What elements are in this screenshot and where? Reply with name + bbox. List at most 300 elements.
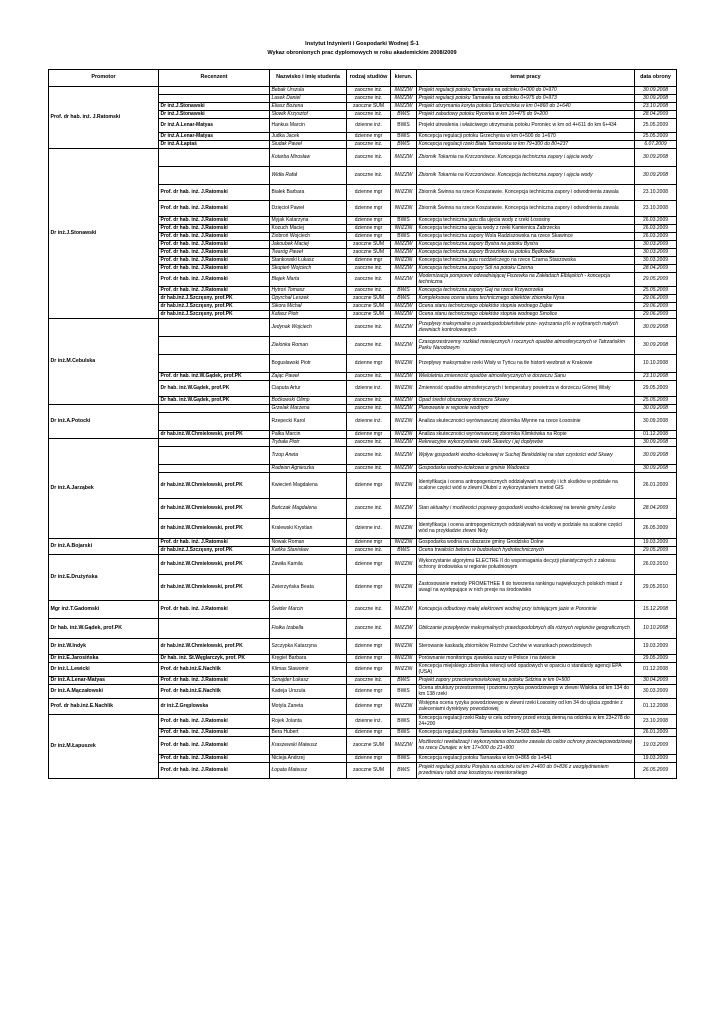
student-cell: Boćkowski Olimp [270, 397, 347, 405]
topic-cell: Ocena struktury przestrzennej i poziomu ryzyka powodziowego w zlewni Wisłoka od km 134 do km 138 rzeki [417, 685, 635, 699]
defense-date-cell: 15.12.2008 [635, 601, 677, 619]
field-cell: IWiZZW [391, 167, 417, 185]
table-row [49, 539, 677, 547]
promotor-cell: Dr inż.M.Cebulska [49, 319, 159, 405]
study-type-cell: dzienne mgr [347, 685, 391, 699]
reviewer-cell [159, 465, 270, 473]
study-type-cell: zaoczne inż. [347, 167, 391, 185]
field-cell: IWiZZW [391, 257, 417, 265]
defense-date-cell: 19.03.2009 [635, 755, 677, 763]
reviewer-cell: Prof. dr hab. inż. J.Ratomski [159, 729, 270, 737]
defense-date-cell: 23.10.2008 [635, 373, 677, 381]
table-row [49, 601, 677, 619]
reviewer-cell [159, 413, 270, 431]
defense-date-cell: 30.09.2008 [635, 95, 677, 103]
student-cell: Szczypka Katarzyna [270, 639, 347, 655]
study-type-cell: zaoczne inż. [347, 87, 391, 95]
topic-cell: Zbiornik Świnna na rzece Koszarawie. Koncepcja techniczna zapory i odwodnienia zawala [417, 201, 635, 217]
field-cell: BWiS [391, 677, 417, 685]
field-cell: IWiZZW [391, 555, 417, 575]
topic-cell: Gospodarka wodno-ściekowa w gminie Wadowice [417, 465, 635, 473]
reviewer-cell: Prof. dr hab. inż. J.Ratomski [159, 601, 270, 619]
defense-date-cell: 29.06.2009 [635, 295, 677, 303]
defense-date-cell: 30.09.2008 [635, 149, 677, 167]
study-type-cell: dzienne mgr [347, 699, 391, 715]
topic-cell: Planowanie w regionie wodnym [417, 405, 635, 413]
defense-date-cell: 29.05.2009 [635, 547, 677, 555]
field-cell: IWiZZW [391, 303, 417, 311]
defense-date-cell: 30.03.2009 [635, 257, 677, 265]
defense-date-cell: 19.03.2009 [635, 737, 677, 755]
student-cell: Zając Paweł [270, 373, 347, 381]
topic-cell: Analiza skuteczności wyrównawczej zbiornika Młynne na rzece Łososinie [417, 413, 635, 431]
field-cell: BWiS [391, 287, 417, 295]
table-row [49, 685, 677, 699]
study-type-cell: zaoczne SUM [347, 763, 391, 779]
defense-date-cell: 10.10.2008 [635, 619, 677, 639]
defense-date-cell: 25.05.2009 [635, 119, 677, 133]
field-cell: IWiZZW [391, 103, 417, 111]
study-type-cell: zaoczne inż. [347, 265, 391, 273]
field-cell: IWiZZW [391, 265, 417, 273]
header-recenzent: Recenzent [159, 70, 270, 87]
defense-date-cell: 26.05.2009 [635, 763, 677, 779]
study-type-cell: zaoczne inż. [347, 95, 391, 103]
table-header-row [49, 70, 677, 87]
study-type-cell: dzienne inż. [347, 413, 391, 431]
defense-date-cell: 23.10.2008 [635, 201, 677, 217]
reviewer-cell [159, 439, 270, 447]
header-rodzaj: rodzaj studiów [347, 70, 391, 87]
study-type-cell: zaoczne inż. [347, 273, 391, 287]
reviewer-cell: dr hab.inż.W.Chmielowski, prof.PK [159, 555, 270, 575]
study-type-cell: dzienne mgr [347, 355, 391, 373]
field-cell: IWiZZW [391, 225, 417, 233]
reviewer-cell: Dr inż.J.Stonawski [159, 103, 270, 111]
table-row [49, 655, 677, 663]
reviewer-cell: Prof. dr hab. inż. J.Ratomski [159, 201, 270, 217]
reviewer-cell: Prof. dr hab.inż.E.Nachlik [159, 685, 270, 699]
reviewer-cell: Dr inż.J.Stonawski [159, 111, 270, 119]
defense-date-cell: 23.10.2008 [635, 715, 677, 729]
study-type-cell: dzienne inż. [347, 519, 391, 539]
topic-cell: Koncepcja techniczna zapory Brzezinka na potoku Będkówka [417, 249, 635, 257]
reviewer-cell: Prof. dr hab. inż.W.Gądek, prof.PK [159, 373, 270, 381]
promotor-cell: Dr inż.E.Drużyńska [49, 555, 159, 601]
reviewer-cell [159, 319, 270, 337]
field-cell: IWiZZW [391, 575, 417, 601]
defense-date-cell: 29.05.2009 [635, 273, 677, 287]
study-type-cell: zaoczne inż. [347, 337, 391, 355]
field-cell: IWiZZW [391, 95, 417, 103]
reviewer-cell: Prof. dr hab. inż. J.Ratomski [159, 287, 270, 295]
promotor-cell: Dr inż.A.Jarząbek [49, 439, 159, 539]
student-cell: Kwiecień Magdalena [270, 473, 347, 499]
topic-cell: Projekt regulacji potoku Tarnawka na odcinku 0+975 do 0+973 [417, 95, 635, 103]
study-type-cell: zaoczne inż. [347, 619, 391, 639]
field-cell: IWiZZW [391, 699, 417, 715]
student-cell: Bogusławski Piotr [270, 355, 347, 373]
reviewer-cell: dr hab.inż.W.Chmielowski, prof.PK [159, 431, 270, 439]
defense-date-cell: 01.12.2008 [635, 663, 677, 677]
field-cell: BWiS [391, 233, 417, 241]
topic-cell: Przepływy maksymalne rzeki Wisły w Tyńcu na tle historii wezbrań w Krakowie [417, 355, 635, 373]
student-cell: Radwan Agnieszka [270, 465, 347, 473]
topic-cell: Sterowanie kaskadą zbiorników Rożnów Czchów w warunkach powodziowych [417, 639, 635, 655]
document-title: Instytut Inżynierii i Gospodarki Wodnej Ś-1 [305, 41, 419, 47]
reviewer-cell: Prof. dr hab. inż. J.Ratomski [159, 249, 270, 257]
defense-date-cell: 29.05.2009 [635, 655, 677, 663]
topic-cell: Ocena trwałości betonu w budowlach hydrotechnicznych [417, 547, 635, 555]
topic-cell: Koncepcja techniczna zapory Sól na potoku Czerna [417, 265, 635, 273]
topic-cell: Wykorzystanie algorytmu ELECTRE II do wspomagania decyzji planistycznych z zakresu ochrony środowiska w regionie południowym [417, 555, 635, 575]
reviewer-cell: Prof. dr hab. inż. J.Ratomski [159, 257, 270, 265]
promotor-cell: Dr inż.A.Mączałowski [49, 685, 159, 699]
student-cell: Ziobroń Wojciech [270, 233, 347, 241]
defense-date-cell: 28.04.2009 [635, 499, 677, 519]
reviewer-cell: dr inż.Z.Gręplowska [159, 699, 270, 715]
student-cell: Zwierzyńska Beata [270, 575, 347, 601]
reviewer-cell [159, 405, 270, 413]
reviewer-cell [159, 355, 270, 373]
student-cell: Bańczak Magdalena [270, 499, 347, 519]
student-cell: Pałka Marcin [270, 431, 347, 439]
reviewer-cell [159, 87, 270, 95]
defense-date-cell: 30.09.2008 [635, 465, 677, 473]
reviewer-cell: dr hab.inż.W.Chmielowski, prof.PK [159, 575, 270, 601]
study-type-cell: zaoczne inż. [347, 601, 391, 619]
promotor-cell: Prof. dr hab.inż.E.Nachlik [49, 699, 159, 715]
field-cell: BWiS [391, 295, 417, 303]
defense-date-cell: 28.04.2009 [635, 111, 677, 119]
topic-cell: Zbiornik Świnna na rzece Koszarawie. Koncepcja techniczna zapory i odwodnienia zawala [417, 185, 635, 201]
field-cell: BWiS [391, 217, 417, 225]
reviewer-cell [159, 95, 270, 103]
study-type-cell: zaoczne inż. [347, 319, 391, 337]
reviewer-cell [159, 167, 270, 185]
study-type-cell: zaoczne inż. [347, 439, 391, 447]
student-cell: Nowak Roman [270, 539, 347, 547]
topic-cell: Przepływy maksymalne o prawdopodobieństwie prze- wyższania p% w wybranych małych zlewniach kontrolowanych [417, 319, 635, 337]
study-type-cell: zaoczne inż. [347, 547, 391, 555]
promotor-cell: Dr inż.A.Bojarski [49, 539, 159, 555]
student-cell: Twaróg Paweł [270, 249, 347, 257]
study-type-cell: zaoczne SUM [347, 303, 391, 311]
topic-cell: Koncepcja regulacji rzeki Raby w celu ochrony przed erozją denną na odcinku w km 23+278 do 24+200 [417, 715, 635, 729]
document-subtitle: Wykaz obronionych prac dyplomowych w roku akademickim 2008/2009 [267, 50, 457, 56]
student-cell: Skupień Wojciech [270, 265, 347, 273]
study-type-cell: dzienne inż. [347, 715, 391, 729]
student-cell: Dzięcioł Paweł [270, 201, 347, 217]
table-row [49, 619, 677, 639]
table-row [49, 319, 677, 337]
defense-date-cell: 6.07.2009 [635, 141, 677, 149]
reviewer-cell: dr hab.inż.W.Chmielowski, prof.PK [159, 639, 270, 655]
topic-cell: Czasoprzestrzenny rozkład miesięcznych i rocznych opadów atmosferycznych w Tatrzańskim Parku Narodowym [417, 337, 635, 355]
study-type-cell: zaoczne SUM [347, 295, 391, 303]
reviewer-cell: Dr hab. inż. St.Węglarczyk, prof. PK [159, 655, 270, 663]
promotor-cell: Prof. dr hab. inż. J.Ratomski [49, 87, 159, 149]
reviewer-cell: Prof. dr hab. inż. J.Ratomski [159, 273, 270, 287]
reviewer-cell: dr hab.inż.J.Szczęsny, prof.PK [159, 295, 270, 303]
reviewer-cell: Dr inż.A.Lenar-Matyas [159, 133, 270, 141]
study-type-cell: dzienne mgr [347, 663, 391, 677]
study-type-cell: zaoczne SUM [347, 241, 391, 249]
field-cell: IWiZZW [391, 601, 417, 619]
defense-date-cell: 26.03.2009 [635, 217, 677, 225]
study-type-cell: dzienne mgr [347, 225, 391, 233]
field-cell: BWiS [391, 547, 417, 555]
student-cell: Fiołka Izabella [270, 619, 347, 639]
field-cell: BWiS [391, 715, 417, 729]
defense-date-cell: 28.04.2009 [635, 265, 677, 273]
student-cell: Siudak Paweł [270, 141, 347, 149]
reviewer-cell: dr hab.inż.J.Szczęsny, prof.PK [159, 311, 270, 319]
field-cell: IWiZZW [391, 473, 417, 499]
field-cell: IWiZZW [391, 87, 417, 95]
defense-date-cell: 30.09.2008 [635, 87, 677, 95]
field-cell: IWiZZW [391, 663, 417, 677]
promotor-cell: Dr inż.L.Lewicki [49, 663, 159, 677]
topic-cell: Projekt regulacji potoku Porębia na odcinku od km 2+400 do 0+836 z uwzględnieniem przedmiaru robót oraz kosztorysu inwestorskiego [417, 763, 635, 779]
table-row [49, 663, 677, 677]
study-type-cell: zaoczne SUM [347, 249, 391, 257]
study-type-cell: dzienne mgr [347, 133, 391, 141]
study-type-cell: dzienne mgr [347, 257, 391, 265]
defense-date-cell: 19.03.2009 [635, 639, 677, 655]
defense-date-cell: 01.12.2008 [635, 431, 677, 439]
field-cell: IWiZZW [391, 737, 417, 755]
reviewer-cell: Prof. dr hab. inż. J.Ratomski [159, 763, 270, 779]
promotor-cell: Dr inż.J.Stonawski [49, 149, 159, 319]
topic-cell: Koncepcja techniczna zapory Bystra na potoku Bystra [417, 241, 635, 249]
topic-cell: Projekt zapory przeciwrumowiskowej na potoku Sidzina w km 0+500 [417, 677, 635, 685]
student-cell: Opyrchał Leszek [270, 295, 347, 303]
reviewer-cell: Prof. dr hab. inż. J.Ratomski [159, 233, 270, 241]
reviewer-cell: Prof. dr hab. inż. J.Ratomski [159, 265, 270, 273]
header-kierunek: kierun. [391, 70, 417, 87]
field-cell: BWiS [391, 755, 417, 763]
reviewer-cell [159, 447, 270, 465]
student-cell: Zielonka Roman [270, 337, 347, 355]
study-type-cell: zaoczne inż. [347, 287, 391, 295]
student-cell: Hytroś Tomasz [270, 287, 347, 295]
student-cell: Rojek Jolanta [270, 715, 347, 729]
defense-date-cell: 25.05.2009 [635, 397, 677, 405]
table-body [49, 87, 677, 779]
defense-date-cell: 26.01.2009 [635, 473, 677, 499]
study-type-cell: zaoczne inż. [347, 465, 391, 473]
defense-date-cell: 30.03.2009 [635, 241, 677, 249]
defense-date-cell: 25.05.2009 [635, 133, 677, 141]
reviewer-cell: Dr hab. inż.W.Gądek, prof.PK [159, 397, 270, 405]
defense-date-cell: 26.01.2009 [635, 729, 677, 737]
reviewer-cell: Prof. dr hab. inż. J.Ratomski [159, 737, 270, 755]
study-type-cell: zaoczne inż. [347, 397, 391, 405]
reviewer-cell: dr hab.inż.J.Szczęsny, prof.PK [159, 303, 270, 311]
topic-cell: Obliczanie przepływów maksymalnych prawdopodobnych dla różnych regionów geograficznych [417, 619, 635, 639]
defense-date-cell: 19.03.2009 [635, 539, 677, 547]
table-row [49, 439, 677, 447]
student-cell: Kozuch Maciej [270, 225, 347, 233]
student-cell: Bera Hubert [270, 729, 347, 737]
table-row [49, 715, 677, 729]
study-type-cell: zaoczne SUM [347, 311, 391, 319]
topic-cell: Stan aktualny i możliwości poprawy gospodarki wodno-ściekowej na terenie gminy Lesko [417, 499, 635, 519]
topic-cell: Koncepcja regulacji potoku Tarnawka w km 0+865 do 1+541 [417, 755, 635, 763]
topic-cell: Modernizacja pompowni odwadniającej Fiszewka na Zakładach Elbląskich - koncepcja techniczna [417, 273, 635, 287]
study-type-cell: zaoczne SUM [347, 103, 391, 111]
study-type-cell: zaoczne inż. [347, 447, 391, 465]
field-cell: IWiZZW [391, 397, 417, 405]
reviewer-cell: Prof. dr hab. inż. J.Ratomski [159, 755, 270, 763]
field-cell: IWiZZW [391, 311, 417, 319]
study-type-cell: zaoczne inż. [347, 405, 391, 413]
study-type-cell: dzienne mgr [347, 539, 391, 547]
reviewer-cell: Prof. dr hab.inż.E.Nachlik [159, 663, 270, 677]
topic-cell: Koncepcja techniczna zapory Wola Radziszowska na rzece Skawince [417, 233, 635, 241]
topic-cell: Koncepcja techniczna zapory Gaj na rzece Krzyworzeka [417, 287, 635, 295]
header-data: data obrony [635, 70, 677, 87]
study-type-cell: dzienne inż. [347, 381, 391, 397]
reviewer-cell: Prof. dr hab. inż. J.Ratomski [159, 539, 270, 547]
study-type-cell: dzienne mgr [347, 233, 391, 241]
reviewer-cell: dr hab.inż.J.Szczęsny, prof.PK [159, 547, 270, 555]
table-row [49, 677, 677, 685]
reviewer-cell [159, 149, 270, 167]
field-cell: BWiS [391, 685, 417, 699]
study-type-cell: dzienne mgr [347, 639, 391, 655]
defense-date-cell: 30.03.2009 [635, 249, 677, 257]
defense-date-cell: 26.03.2009 [635, 225, 677, 233]
topic-cell: Zbiornik Tokarnia na Krzczonówce. Koncepcja techniczna zapory i ujęcia wody [417, 149, 635, 167]
field-cell: IWiZZW [391, 149, 417, 167]
defense-date-cell: 30.03.2009 [635, 685, 677, 699]
topic-cell: Opad średni obszarowy dorzecza Skawy [417, 397, 635, 405]
student-cell: Świder Marcin [270, 601, 347, 619]
topic-cell: Projekt zabudowy potoku Rycerka w km 10+475 do 9+200 [417, 111, 635, 119]
reviewer-cell: Dr inż.A.Lenar-Matyas [159, 119, 270, 133]
study-type-cell: dzienne mgr [347, 185, 391, 201]
defense-date-cell: 30.09.2008 [635, 337, 677, 355]
topic-cell: Projekt utrzymania koryta potoku Dziechcinka w km 0+860 do 1+640 [417, 103, 635, 111]
header-student: Nazwisko i imię studenta [270, 70, 347, 87]
field-cell: IWiZZW [391, 249, 417, 257]
topic-cell: Ocena stanu technicznego obiektów stopnia wodnego Smolice [417, 311, 635, 319]
reviewer-cell: dr hab.inż.W.Chmielowski, prof.PK [159, 519, 270, 539]
student-cell: Nicieja Andrzej [270, 755, 347, 763]
table-row [49, 639, 677, 655]
defense-date-cell: 29.05.2009 [635, 381, 677, 397]
topic-cell: Koncepcja techniczna jazu dla ujęcia wody z rzeki Łososiny [417, 217, 635, 225]
student-cell: Trybała Piotr [270, 439, 347, 447]
field-cell: IWiZZW [391, 355, 417, 373]
field-cell: IWiZZW [391, 619, 417, 639]
topic-cell: Wieloletnia zmienność opadów atmosferycznych w dorzeczu Sanu [417, 373, 635, 381]
study-type-cell: zaoczne inż. [347, 141, 391, 149]
topic-cell: Koncepcja regulacji rzeki Biała Tarnowska w km 79+300 do 80+237 [417, 141, 635, 149]
reviewer-cell [159, 337, 270, 355]
topic-cell: Gospodarka wodna na obszarze gminy Grodzisko Dolne [417, 539, 635, 547]
defense-date-cell: 30.09.2008 [635, 167, 677, 185]
student-cell: Grzelak Marzena [270, 405, 347, 413]
topic-cell: Koncepcja odbudowy małej elektrowni wodnej przy istniejącym jazie w Poroninie [417, 601, 635, 619]
student-cell: Widła Rafał [270, 167, 347, 185]
table-row [49, 699, 677, 715]
student-cell: Sznajder Łukasz [270, 677, 347, 685]
topic-cell: Możliwości rewitalizacji i wykorzystania obszarów zawala do celów ochrony przeciwpowodziowej na rzece Dunajec w km 17+000 do 21+900 [417, 737, 635, 755]
study-type-cell: dzienne inż. [347, 119, 391, 133]
student-cell: Sikora Michał [270, 303, 347, 311]
topic-cell: Koncepcja regulacji potoku Tarnawka w km 2+503 do3+485 [417, 729, 635, 737]
study-type-cell: zaoczne SUM [347, 737, 391, 755]
promotor-cell: Dr inż.A.Lenar-Matyas [49, 677, 159, 685]
field-cell: IWiZZW [391, 373, 417, 381]
field-cell: IWiZZW [391, 519, 417, 539]
student-cell: Stankowski Łukasz [270, 257, 347, 265]
field-cell: BWiS [391, 133, 417, 141]
theses-table [48, 69, 677, 779]
student-cell: Łopata Mateusz [270, 763, 347, 779]
field-cell: IWiZZW [391, 381, 417, 397]
field-cell: IWiZZW [391, 241, 417, 249]
study-type-cell: dzienne mgr [347, 655, 391, 663]
student-cell: Myjak Katarzyna [270, 217, 347, 225]
field-cell: BWiS [391, 111, 417, 119]
student-cell: Kańka Stanisław [270, 547, 347, 555]
study-type-cell: dzienne mgr [347, 473, 391, 499]
study-type-cell: zaoczne inż. [347, 499, 391, 519]
reviewer-cell: Dr inż.A.Łaptaś [159, 141, 270, 149]
student-cell: Kotarba Mirosław [270, 149, 347, 167]
study-type-cell: dzienne mgr [347, 575, 391, 601]
topic-cell: Ocena stanu technicznego obiektów stopnia wodnego Dąbie [417, 303, 635, 311]
defense-date-cell: 29.06.2009 [635, 303, 677, 311]
defense-date-cell: 30.09.2008 [635, 413, 677, 431]
student-cell: Ciaputa Artur [270, 381, 347, 397]
student-cell: Trzop Aneta [270, 447, 347, 465]
field-cell: BWiS [391, 763, 417, 779]
study-type-cell: zaoczne inż. [347, 373, 391, 381]
study-type-cell: dzienne mgr [347, 555, 391, 575]
field-cell: IWiZZW [391, 319, 417, 337]
student-cell: Białek Barbara [270, 185, 347, 201]
topic-cell: Porównanie monitoringu zjawiska suszy w Polsce i na świecie [417, 655, 635, 663]
topic-cell: Analiza skuteczności wyrównawczej zbiornika Klimkówka na Ropie [417, 431, 635, 439]
reviewer-cell: Dr hab. inż.W.Gądek, prof.PK [159, 381, 270, 397]
defense-date-cell: 29.05.2010 [635, 575, 677, 601]
defense-date-cell: 26.05.2009 [635, 519, 677, 539]
topic-cell: Identyfikacja i ocena antropogenicznych oddziaływań na wody w podziale na scalone części wód na przykładzie zlewni Nidy [417, 519, 635, 539]
table-row [49, 555, 677, 575]
student-cell: Rzepecki Karol [270, 413, 347, 431]
promotor-cell: Dr inż.M.Łapuszek [49, 715, 159, 779]
table-row [49, 405, 677, 413]
reviewer-cell: Prof. dr hab. inż. J.Ratomski [159, 715, 270, 729]
student-cell: Kraszewski Mateusz [270, 737, 347, 755]
reviewer-cell: Prof. dr hab. inż. J.Ratomski [159, 225, 270, 233]
field-cell: IWiZZW [391, 405, 417, 413]
field-cell: IWiZZW [391, 447, 417, 465]
field-cell: IWiZZW [391, 431, 417, 439]
student-cell: Jakoubek Maciej [270, 241, 347, 249]
defense-date-cell: 23.10.2008 [635, 103, 677, 111]
study-type-cell: zaoczne inż. [347, 677, 391, 685]
defense-date-cell: 10.10.2008 [635, 355, 677, 373]
study-type-cell: dzienne mgr [347, 729, 391, 737]
promotor-cell: Dr hab. inż.W.Gądek, prof.PK [49, 619, 159, 639]
reviewer-cell: Prof. dr hab. inż. J.Ratomski [159, 217, 270, 225]
